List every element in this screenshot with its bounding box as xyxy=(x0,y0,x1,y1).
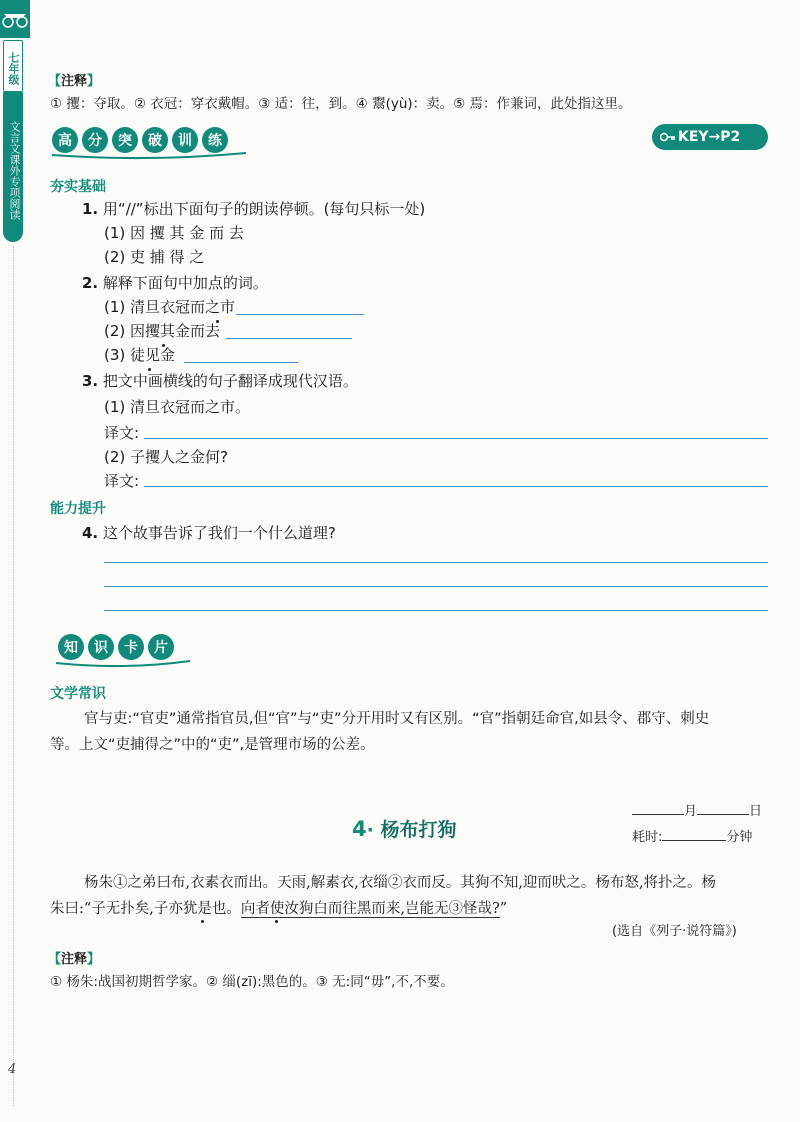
carriage-icon xyxy=(2,8,28,28)
key-badge-label: KEY→P2 xyxy=(678,129,741,145)
banner-char: 分 xyxy=(82,127,108,153)
sidebar-divider xyxy=(13,246,15,1106)
banner-swoosh xyxy=(50,150,250,160)
q3-answer-label-2: 译文: xyxy=(104,472,140,490)
answer-line[interactable] xyxy=(144,438,768,439)
answer-line[interactable] xyxy=(184,362,298,363)
section-heading-basics: 夯实基础 xyxy=(50,179,106,195)
time-spent-field[interactable]: 耗时: 分钟 xyxy=(632,830,753,845)
section-heading-ability: 能力提升 xyxy=(50,501,106,517)
answer-line[interactable] xyxy=(104,610,768,611)
banner-char: 卡 xyxy=(118,634,144,660)
knowledge-line-1: 官与吏:“官吏”通常指官员,但“官”与“吏”分开用时又有区别。“官”指朝廷命官,如县令、郡守、刺史 xyxy=(84,711,710,727)
section-banner-knowledge xyxy=(58,634,174,660)
q2-item-3: (3) 徒见金 xyxy=(104,346,176,364)
note-tag: 【注释】 xyxy=(48,952,101,967)
q3-answer-label-1: 译文: xyxy=(104,424,140,442)
q1-item-2: (2) 吏 捕 得 之 xyxy=(104,248,205,266)
emphasis-dot xyxy=(201,920,204,923)
date-field[interactable]: 月 日 xyxy=(632,800,762,819)
question-3: 3. 把文中画横线的句子翻译成现代汉语。 xyxy=(82,372,358,390)
question-4: 4. 这个故事告诉了我们一个什么道理? xyxy=(82,524,336,542)
knowledge-line-2: 等。上文“吏捕得之”中的“吏”,是管理市场的公差。 xyxy=(50,737,375,753)
section-heading-literature: 文学常识 xyxy=(50,686,106,702)
answer-line[interactable] xyxy=(104,562,768,563)
q3-item-2: (2) 子攫人之金何? xyxy=(104,448,228,466)
banner-char: 识 xyxy=(88,634,114,660)
series-label: 文言文课外专项阅读 xyxy=(3,92,23,242)
page-number: 4 xyxy=(8,1062,17,1077)
banner-char: 片 xyxy=(148,634,174,660)
sidebar-header xyxy=(0,0,30,38)
answer-key-badge[interactable] xyxy=(652,124,768,150)
answer-line[interactable] xyxy=(236,314,364,315)
key-icon xyxy=(660,130,676,144)
banner-char: 知 xyxy=(58,634,84,660)
answer-line[interactable] xyxy=(144,486,768,487)
q1-item-1: (1) 因 攫 其 金 而 去 xyxy=(104,224,244,242)
question-2: 2. 解释下面句中加点的词。 xyxy=(82,274,268,292)
emphasis-dot xyxy=(275,920,278,923)
text-line-1: 杨朱①之弟曰布,衣素衣而出。天雨,解素衣,衣缁②衣而反。其狗不知,迎而吠之。杨布怒,将扑之。杨 xyxy=(84,875,717,891)
banner-char: 练 xyxy=(202,127,228,153)
source-citation: (选自《列子·说符篇》) xyxy=(612,924,737,939)
note-text: ① 杨朱:战国初期哲学家。② 缁(zī):黑色的。③ 无:同“毋”,不,不要。 xyxy=(50,974,454,990)
q2-item-1: (1) 清旦衣冠而之市 xyxy=(104,298,236,316)
banner-char: 突 xyxy=(112,127,138,153)
answer-line[interactable] xyxy=(104,586,768,587)
note-text: ① 攫：夺取。② 衣冠：穿衣戴帽。③ 适：往，到。④ 鬻(yù)：卖。⑤ 焉：作兼词，此处指这里。 xyxy=(50,96,632,112)
note-tag: 【注释】 xyxy=(48,74,101,89)
text-line-2: 朱曰:“子无扑矣,子亦犹是也。向者使汝狗白而往黑而来,岂能无③怪哉?” xyxy=(50,901,508,917)
lesson-title: 4· 杨布打狗 xyxy=(352,817,457,841)
banner-char: 训 xyxy=(172,127,198,153)
answer-line[interactable] xyxy=(226,338,352,339)
q2-item-2: (2) 因攫其金而去 xyxy=(104,322,221,340)
banner-char: 高 xyxy=(52,127,78,153)
question-1: 1. 用“//”标出下面句子的朗读停顿。(每句只标一处) xyxy=(82,200,426,218)
banner-swoosh xyxy=(54,658,194,668)
banner-char: 破 xyxy=(142,127,168,153)
q3-item-1: (1) 清旦衣冠而之市。 xyxy=(104,398,251,416)
grade-label: 七年级 xyxy=(3,40,23,92)
